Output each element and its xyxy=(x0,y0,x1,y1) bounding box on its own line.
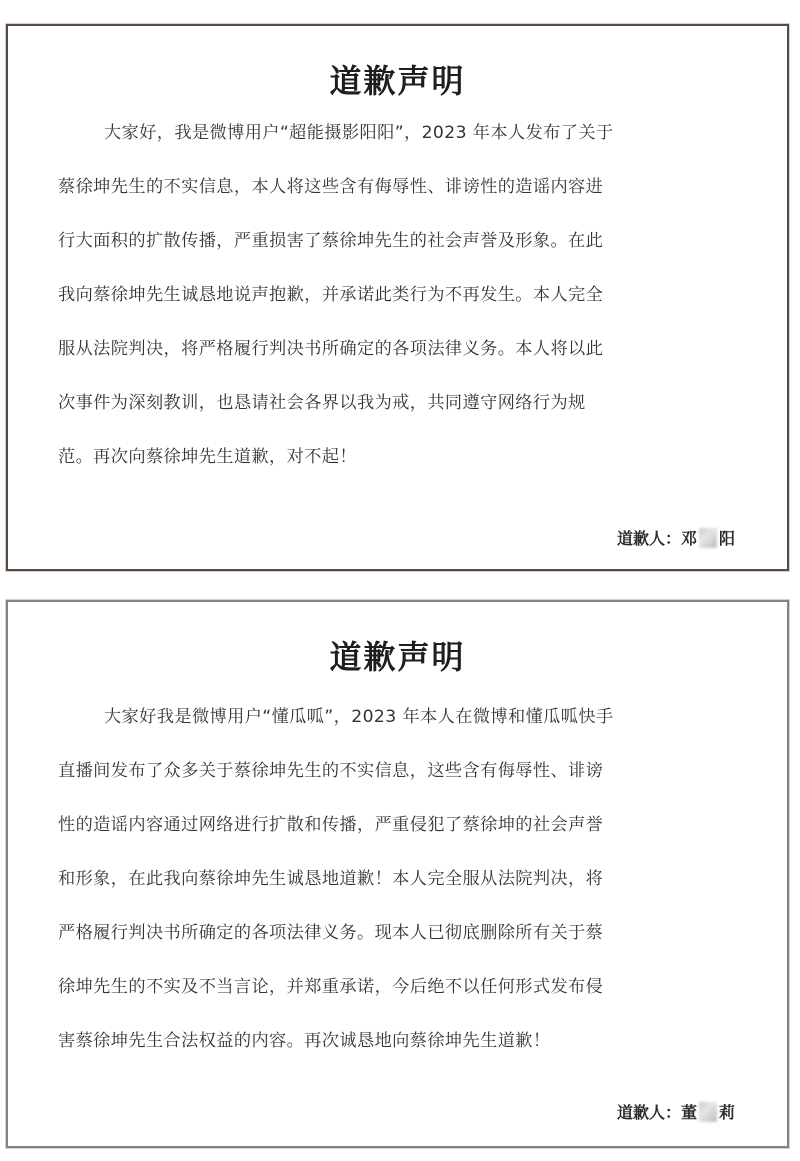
body-line: 行大面积的扩散传播，严重损害了蔡徐坤先生的社会声誉及形象。在此 xyxy=(58,231,604,251)
body-line: 大家好，我是微博用户“超能摄影阳阳”，2023 年本人发布了关于 xyxy=(104,123,614,143)
body-line: 范。再次向蔡徐坤先生道歉，对不起！ xyxy=(58,447,357,467)
body-line: 蔡徐坤先生的不实信息，本人将这些含有侮辱性、诽谤性的造谣内容进 xyxy=(58,177,604,197)
apology-statement-1 xyxy=(6,24,789,571)
signer-label: 道歉人： xyxy=(616,1103,681,1122)
body-line: 我向蔡徐坤先生诚恳地说声抱歉，并承诺此类行为不再发生。本人完全 xyxy=(58,285,604,305)
signer-name-last: 阳 xyxy=(718,529,735,548)
signer-label: 道歉人： xyxy=(616,529,681,548)
body-line: 次事件为深刻教训，也恳请社会各界以我为戒，共同遵守网络行为规 xyxy=(58,393,586,413)
signature xyxy=(617,1100,735,1123)
body-line: 服从法院判决，将严格履行判决书所确定的各项法律义务。本人将以此 xyxy=(58,339,604,359)
signature xyxy=(617,526,735,549)
apology-statement-2 xyxy=(6,600,789,1148)
body-line: 和形象，在此我向蔡徐坤先生诚恳地道歉！本人完全服从法院判决，将 xyxy=(58,869,604,889)
redaction-blur xyxy=(699,528,717,548)
body-line: 性的造谣内容通过网络进行扩散和传播，严重侵犯了蔡徐坤的社会声誉 xyxy=(58,815,604,835)
statement-title: 道歉声明 xyxy=(329,638,466,676)
redaction-blur xyxy=(699,1102,717,1122)
body-line: 徐坤先生的不实及不当言论，并郑重承诺，今后绝不以任何形式发布侵 xyxy=(58,977,604,997)
body-line: 直播间发布了众多关于蔡徐坤先生的不实信息，这些含有侮辱性、诽谤 xyxy=(58,761,604,781)
signer-name-last: 莉 xyxy=(718,1103,735,1122)
body-line: 严格履行判决书所确定的各项法律义务。现本人已彻底删除所有关于蔡 xyxy=(58,923,604,943)
signer-name-first: 邓 xyxy=(680,529,697,548)
statement-body xyxy=(58,118,748,496)
statement-title: 道歉声明 xyxy=(329,62,466,100)
signer-name-first: 董 xyxy=(680,1103,697,1122)
statement-body xyxy=(58,702,748,1080)
body-line: 害蔡徐坤先生合法权益的内容。再次诚恳地向蔡徐坤先生道歉！ xyxy=(58,1031,551,1051)
body-line: 大家好我是微博用户“懂瓜呱”，2023 年本人在微博和懂瓜呱快手 xyxy=(104,707,614,727)
